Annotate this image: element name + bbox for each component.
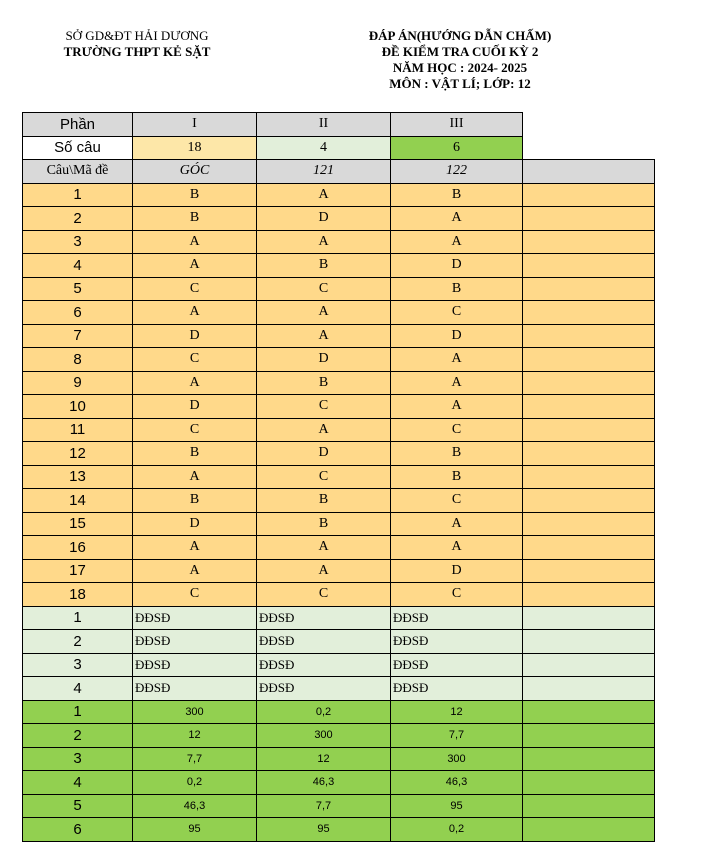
- empty-cell: [523, 348, 655, 372]
- answer-cell: A: [133, 465, 257, 489]
- parts-row: [23, 113, 655, 137]
- answer-cell: A: [391, 230, 523, 254]
- empty-cell: [523, 418, 655, 442]
- exam-code: 122: [391, 160, 523, 184]
- question-count: 6: [391, 136, 523, 160]
- answer-cell: A: [133, 536, 257, 560]
- question-number: 1: [23, 700, 133, 724]
- empty-cell: [523, 724, 655, 748]
- answer-cell: 0,2: [391, 818, 523, 842]
- question-number: 6: [23, 818, 133, 842]
- answer-cell: C: [257, 583, 391, 607]
- answer-cell: 7,7: [257, 794, 391, 818]
- answer-row: [23, 771, 655, 795]
- answer-cell: A: [257, 418, 391, 442]
- empty-cell: [523, 136, 655, 160]
- answer-cell: A: [391, 348, 523, 372]
- answer-cell: D: [257, 348, 391, 372]
- part-label: III: [391, 113, 523, 137]
- exam-title: ĐỀ KIỂM TRA CUỐI KỲ 2: [381, 44, 539, 59]
- answer-cell: 95: [391, 794, 523, 818]
- answer-row: [23, 301, 655, 325]
- answer-cell: C: [391, 583, 523, 607]
- answer-cell: ĐĐSĐ: [133, 630, 257, 654]
- answer-row: [23, 818, 655, 842]
- empty-cell: [523, 324, 655, 348]
- answer-cell: A: [133, 559, 257, 583]
- answer-cell: ĐĐSĐ: [391, 677, 523, 701]
- answer-cell: A: [257, 301, 391, 325]
- question-number: 6: [23, 301, 133, 325]
- empty-cell: [523, 465, 655, 489]
- answer-cell: 95: [133, 818, 257, 842]
- question-number: 12: [23, 442, 133, 466]
- answer-cell: D: [257, 442, 391, 466]
- empty-cell: [523, 254, 655, 278]
- answer-cell: C: [257, 465, 391, 489]
- answer-cell: D: [133, 395, 257, 419]
- empty-cell: [523, 395, 655, 419]
- answer-cell: ĐĐSĐ: [133, 606, 257, 630]
- answer-cell: A: [133, 301, 257, 325]
- question-number: 7: [23, 324, 133, 348]
- answer-row: [23, 700, 655, 724]
- phan-label: Phần: [23, 113, 133, 137]
- answer-row: [23, 324, 655, 348]
- question-number: 4: [23, 254, 133, 278]
- question-number: 5: [23, 794, 133, 818]
- question-count-row: [23, 136, 655, 160]
- department-name: SỞ GD&ĐT HẢI DƯƠNG: [65, 28, 209, 43]
- answer-cell: A: [133, 371, 257, 395]
- answer-cell: D: [133, 324, 257, 348]
- question-number: 3: [23, 747, 133, 771]
- empty-cell: [523, 536, 655, 560]
- question-number: 13: [23, 465, 133, 489]
- question-number: 17: [23, 559, 133, 583]
- empty-cell: [523, 230, 655, 254]
- question-number: 14: [23, 489, 133, 513]
- answer-cell: C: [257, 395, 391, 419]
- question-number: 2: [23, 207, 133, 231]
- answer-cell: 12: [133, 724, 257, 748]
- answer-cell: C: [257, 277, 391, 301]
- answer-cell: A: [391, 512, 523, 536]
- answer-row: [23, 677, 655, 701]
- answer-cell: B: [391, 465, 523, 489]
- answer-row: [23, 747, 655, 771]
- answer-cell: 0,2: [133, 771, 257, 795]
- question-number: 18: [23, 583, 133, 607]
- answer-cell: 300: [133, 700, 257, 724]
- subject-grade: MÔN : VẬT LÍ; LỚP: 12: [389, 76, 531, 91]
- answer-row: [23, 606, 655, 630]
- question-number: 15: [23, 512, 133, 536]
- answer-cell: D: [391, 324, 523, 348]
- answer-cell: 95: [257, 818, 391, 842]
- answer-row: [23, 254, 655, 278]
- answer-cell: B: [133, 442, 257, 466]
- question-count: 18: [133, 136, 257, 160]
- answer-cell: 300: [391, 747, 523, 771]
- question-number: 2: [23, 630, 133, 654]
- answer-row: [23, 559, 655, 583]
- answer-cell: ĐĐSĐ: [257, 606, 391, 630]
- question-number: 10: [23, 395, 133, 419]
- question-number: 9: [23, 371, 133, 395]
- answer-cell: A: [391, 371, 523, 395]
- question-number: 2: [23, 724, 133, 748]
- answer-row: [23, 418, 655, 442]
- answer-cell: 0,2: [257, 700, 391, 724]
- answer-cell: ĐĐSĐ: [257, 630, 391, 654]
- cau-ma-de-label: Câu\Mã đề: [23, 160, 133, 184]
- question-number: 1: [23, 606, 133, 630]
- answer-cell: 7,7: [133, 747, 257, 771]
- empty-cell: [523, 371, 655, 395]
- question-number: 11: [23, 418, 133, 442]
- school-year: NĂM HỌC : 2024- 2025: [392, 60, 528, 75]
- question-number: 1: [23, 183, 133, 207]
- answer-cell: D: [391, 559, 523, 583]
- answer-cell: A: [133, 230, 257, 254]
- question-number: 3: [23, 230, 133, 254]
- question-number: 3: [23, 653, 133, 677]
- answer-cell: B: [257, 512, 391, 536]
- answer-row: [23, 583, 655, 607]
- empty-cell: [523, 747, 655, 771]
- empty-cell: [523, 583, 655, 607]
- empty-cell: [523, 630, 655, 654]
- answer-cell: C: [391, 418, 523, 442]
- answer-row: [23, 395, 655, 419]
- empty-cell: [523, 677, 655, 701]
- answer-cell: ĐĐSĐ: [391, 630, 523, 654]
- answer-cell: A: [257, 536, 391, 560]
- empty-cell: [523, 700, 655, 724]
- empty-cell: [523, 606, 655, 630]
- answer-row: [23, 183, 655, 207]
- answer-cell: ĐĐSĐ: [391, 606, 523, 630]
- exam-header: [310, 28, 610, 92]
- answer-cell: B: [133, 489, 257, 513]
- empty-cell: [523, 277, 655, 301]
- answer-cell: 7,7: [391, 724, 523, 748]
- answer-cell: D: [133, 512, 257, 536]
- answer-cell: 46,3: [133, 794, 257, 818]
- answer-cell: A: [391, 207, 523, 231]
- answer-cell: C: [133, 583, 257, 607]
- answer-cell: A: [391, 536, 523, 560]
- answer-cell: B: [391, 442, 523, 466]
- answer-cell: ĐĐSĐ: [391, 653, 523, 677]
- answer-cell: ĐĐSĐ: [133, 677, 257, 701]
- empty-cell: [523, 183, 655, 207]
- empty-cell: [523, 113, 655, 137]
- answer-cell: 46,3: [391, 771, 523, 795]
- question-number: 16: [23, 536, 133, 560]
- empty-cell: [523, 160, 655, 184]
- answer-table: [22, 112, 655, 842]
- answer-cell: A: [257, 324, 391, 348]
- answer-cell: B: [391, 183, 523, 207]
- answer-row: [23, 207, 655, 231]
- answer-cell: D: [257, 207, 391, 231]
- answer-row: [23, 277, 655, 301]
- empty-cell: [523, 301, 655, 325]
- answer-row: [23, 442, 655, 466]
- answer-row: [23, 465, 655, 489]
- answer-cell: ĐĐSĐ: [257, 677, 391, 701]
- answer-cell: 46,3: [257, 771, 391, 795]
- empty-cell: [523, 489, 655, 513]
- empty-cell: [523, 207, 655, 231]
- exam-code: 121: [257, 160, 391, 184]
- answer-row: [23, 230, 655, 254]
- school-header: [22, 28, 252, 60]
- question-number: 5: [23, 277, 133, 301]
- answer-key-title: ĐÁP ÁN(HƯỚNG DẪN CHẤM): [368, 28, 552, 43]
- empty-cell: [523, 818, 655, 842]
- part-label: II: [257, 113, 391, 137]
- empty-cell: [523, 794, 655, 818]
- answer-cell: B: [257, 371, 391, 395]
- answer-cell: A: [133, 254, 257, 278]
- answer-cell: B: [257, 489, 391, 513]
- answer-cell: C: [133, 348, 257, 372]
- answer-row: [23, 536, 655, 560]
- empty-cell: [523, 442, 655, 466]
- answer-cell: B: [391, 277, 523, 301]
- answer-cell: ĐĐSĐ: [257, 653, 391, 677]
- question-number: 4: [23, 677, 133, 701]
- answer-row: [23, 348, 655, 372]
- answer-row: [23, 724, 655, 748]
- question-number: 4: [23, 771, 133, 795]
- empty-cell: [523, 771, 655, 795]
- empty-cell: [523, 559, 655, 583]
- answer-row: [23, 653, 655, 677]
- school-name: TRƯỜNG THPT KẺ SẶT: [63, 44, 211, 59]
- answer-cell: ĐĐSĐ: [133, 653, 257, 677]
- answer-cell: B: [133, 183, 257, 207]
- answer-row: [23, 794, 655, 818]
- answer-cell: 12: [391, 700, 523, 724]
- part-label: I: [133, 113, 257, 137]
- answer-cell: C: [391, 301, 523, 325]
- answer-cell: D: [391, 254, 523, 278]
- answer-row: [23, 512, 655, 536]
- answer-cell: C: [133, 277, 257, 301]
- question-number: 8: [23, 348, 133, 372]
- answer-row: [23, 489, 655, 513]
- answer-cell: C: [391, 489, 523, 513]
- question-count: 4: [257, 136, 391, 160]
- answer-cell: 300: [257, 724, 391, 748]
- answer-cell: A: [257, 183, 391, 207]
- empty-cell: [523, 653, 655, 677]
- empty-cell: [523, 512, 655, 536]
- exam-code: GÓC: [133, 160, 257, 184]
- exam-code-row: [23, 160, 655, 184]
- answer-cell: A: [391, 395, 523, 419]
- answer-row: [23, 630, 655, 654]
- answer-cell: B: [133, 207, 257, 231]
- answer-cell: A: [257, 559, 391, 583]
- so-cau-label: Số câu: [23, 136, 133, 160]
- answer-cell: A: [257, 230, 391, 254]
- answer-cell: C: [133, 418, 257, 442]
- answer-cell: 12: [257, 747, 391, 771]
- answer-row: [23, 371, 655, 395]
- answer-cell: B: [257, 254, 391, 278]
